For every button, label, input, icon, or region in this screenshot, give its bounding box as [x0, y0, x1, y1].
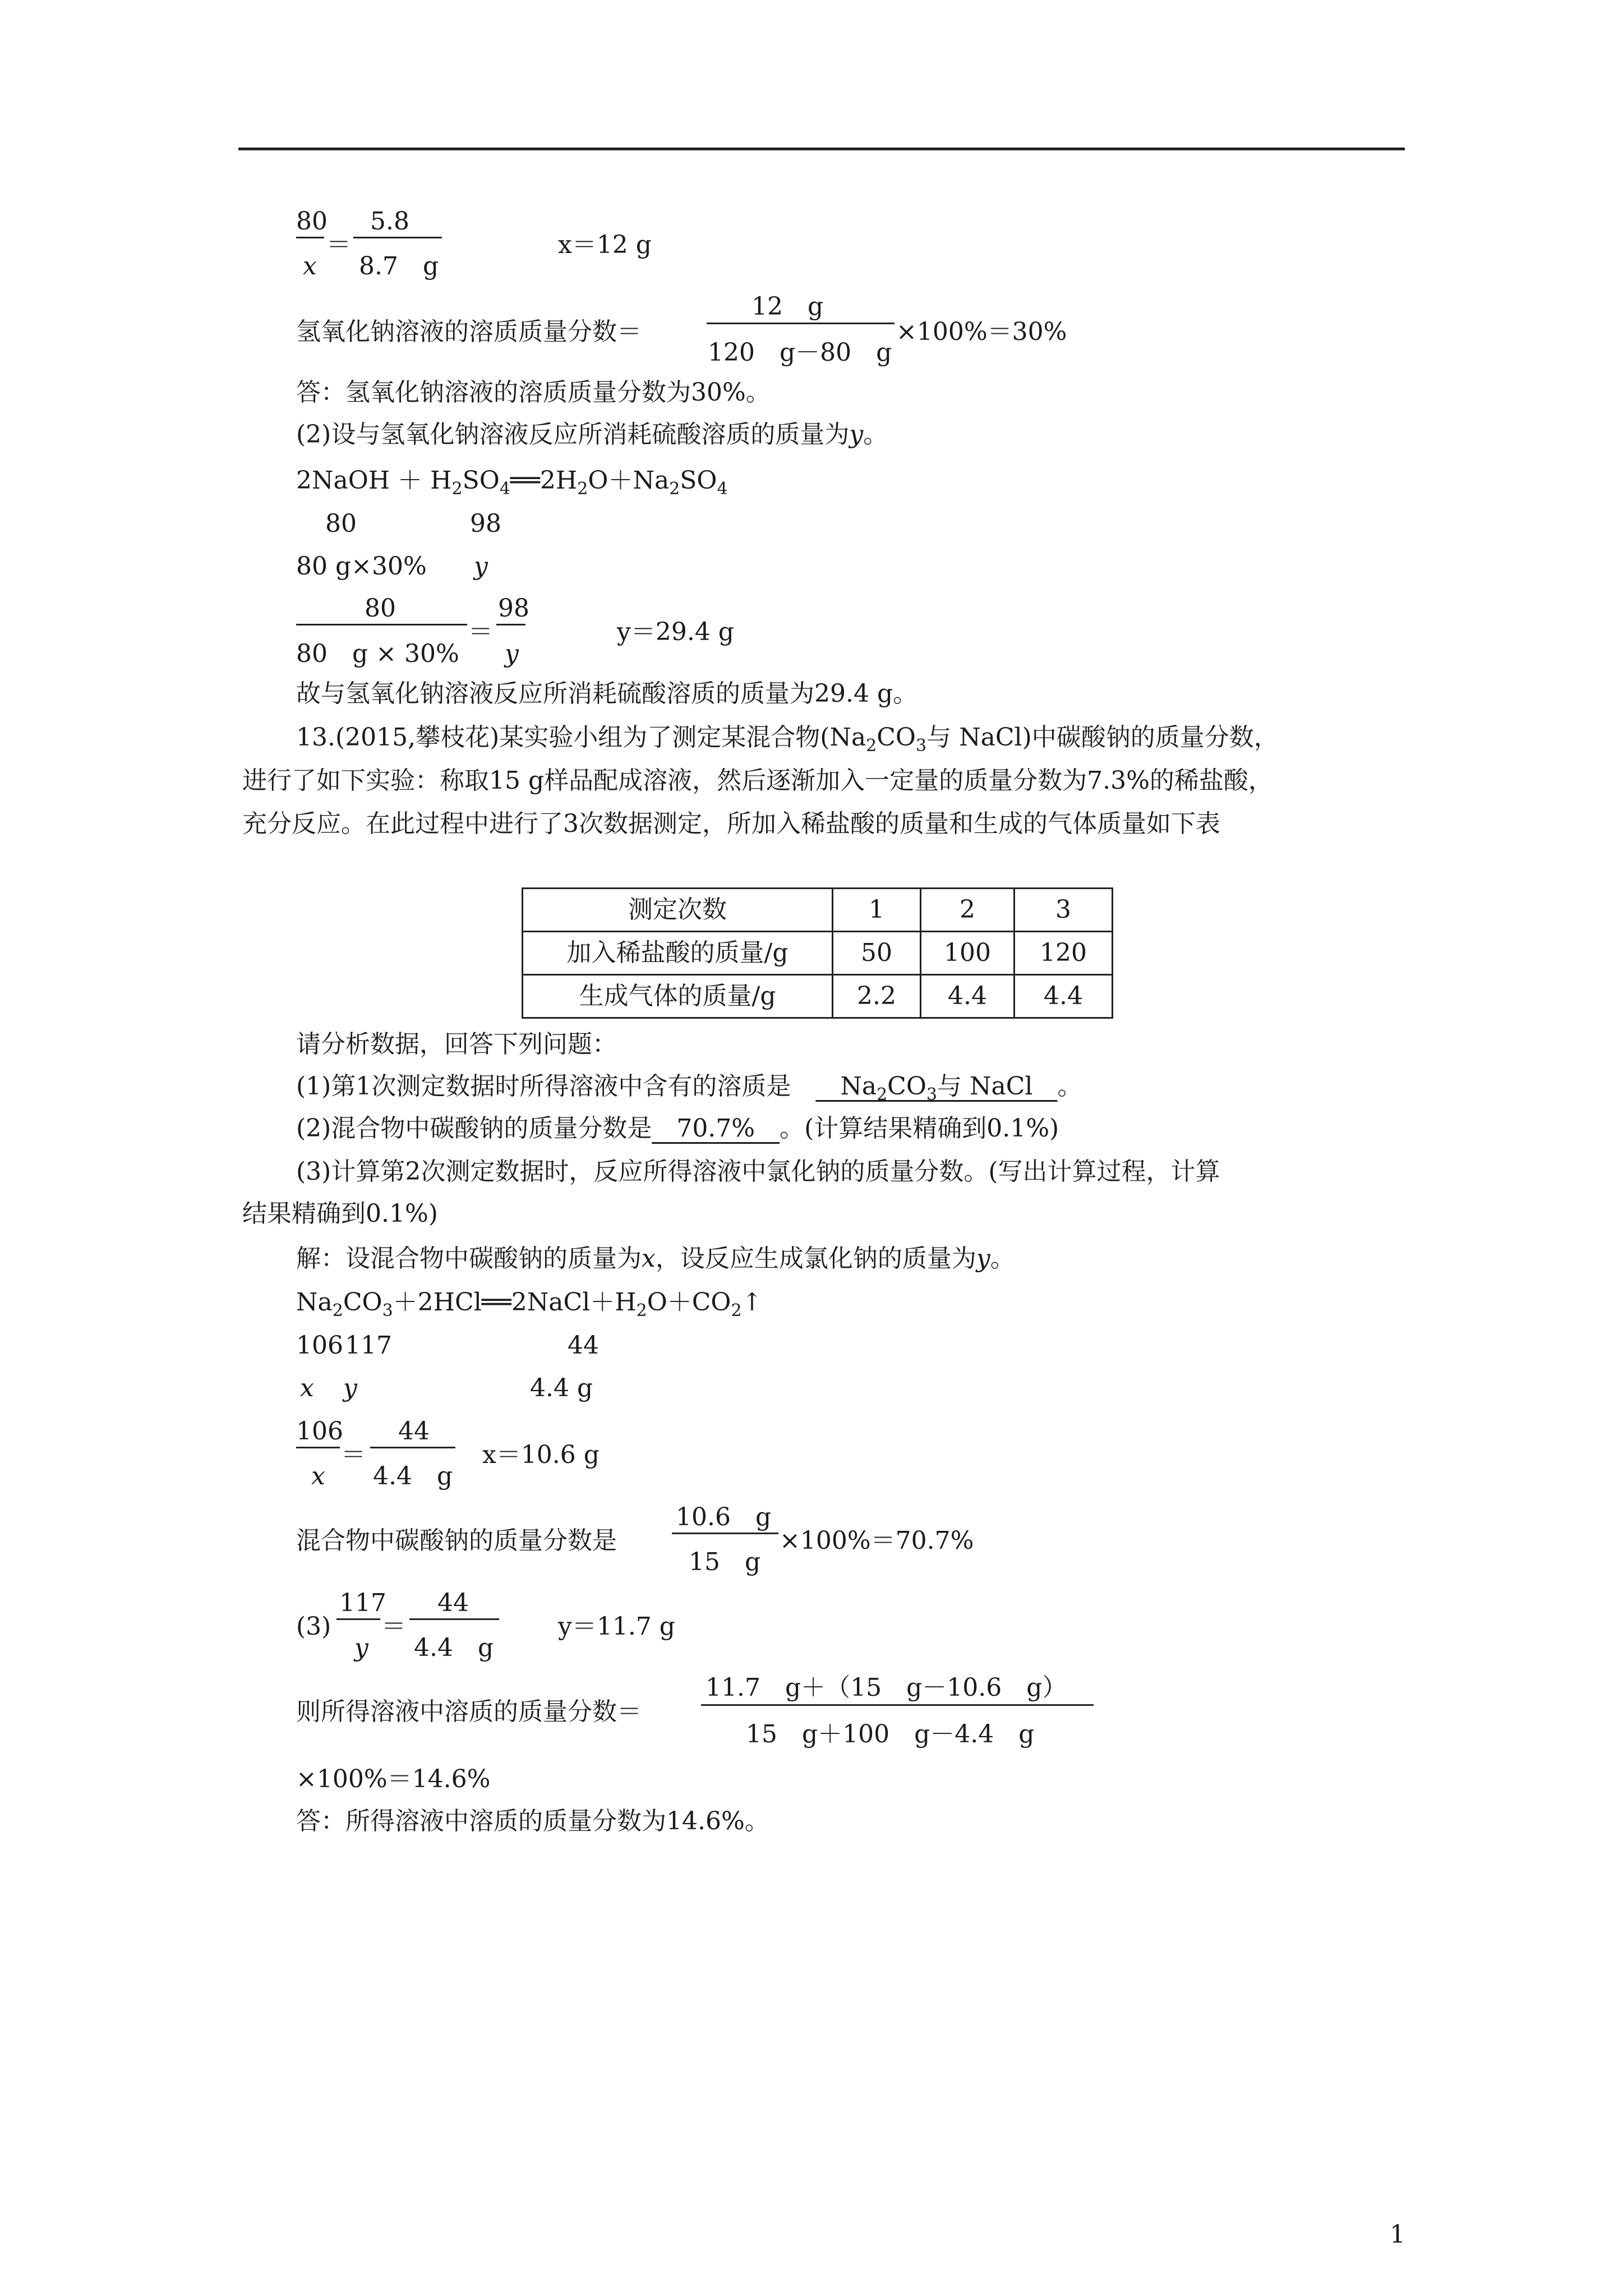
fraction-denominator: 15 g＋100 g－4.4 g — [746, 1720, 1035, 1749]
fraction-numerator: 98 — [498, 594, 529, 623]
fraction-numerator: 117 — [339, 1589, 386, 1617]
chemical-equation: 2NaOH ＋ $H_2SO_4══2H_2O+Na_2SO_4$ — [296, 466, 728, 499]
equals-sign: ＝ — [468, 618, 493, 646]
mass-variable: y — [474, 552, 488, 581]
table-header-cell: 1 — [833, 889, 921, 932]
fraction-bar — [672, 1533, 778, 1534]
fraction-bar — [701, 1704, 1094, 1706]
mass-variable: x — [300, 1374, 314, 1402]
result-y: y＝29.4 g — [617, 618, 734, 646]
fraction-denominator: 8.7 g — [359, 252, 439, 280]
mass-value: 80 g×30% — [296, 552, 427, 581]
fraction-denominator: x — [311, 1462, 325, 1490]
question-13-sub-2: (2)混合物中碳酸钠的质量分数是 70.7% 。(计算结果精确到0.1%) — [296, 1114, 1059, 1143]
fraction-denominator: y — [354, 1634, 368, 1662]
mass-variable: y — [343, 1374, 357, 1402]
header-rule — [238, 148, 1405, 150]
percent-result: ×100%＝30% — [896, 318, 1067, 346]
prompt-line: 请分析数据，回答下列问题： — [296, 1030, 617, 1059]
fraction-numerator: 44 — [398, 1417, 430, 1446]
percent-result: ×100%＝70.7% — [780, 1526, 974, 1555]
fraction-numerator: 5.8 — [370, 207, 409, 236]
fraction-denominator: 80 g × 30% — [296, 639, 459, 668]
part3-label: (3) — [296, 1612, 331, 1641]
question-13-sub-1: (1)第1次测定数据时所得溶液中含有的溶质是 $Na_2CO_3$与 NaCl 。 — [296, 1072, 1082, 1105]
table-header-cell: 3 — [1015, 889, 1113, 932]
answer-line: 答：氢氧化钠溶液的溶质质量分数为30%。 — [296, 378, 771, 407]
question-13-line-3: 充分反应。在此过程中进行了3次数据测定，所加入稀盐酸的质量和生成的气体质量如下表 — [242, 809, 1220, 838]
final-fraction-label: 则所得溶液中溶质的质量分数＝ — [296, 1697, 642, 1726]
ratio-value: 117 — [345, 1331, 392, 1360]
result-x: x＝10.6 g — [482, 1441, 600, 1469]
fraction-numerator: 106 — [296, 1417, 343, 1446]
table-cell: 50 — [833, 932, 921, 975]
question-13-sub-3-cont: 结果精确到0.1%) — [242, 1199, 438, 1228]
table-cell: 100 — [921, 932, 1015, 975]
fraction-numerator: 44 — [437, 1589, 469, 1617]
table-header-cell: 测定次数 — [523, 889, 833, 932]
fraction-bar — [336, 1618, 380, 1620]
result-x: x＝12 g — [558, 231, 652, 259]
question-13-sub-3: (3)计算第2次测定数据时，反应所得溶液中氯化钠的质量分数。(写出计算过程，计算 — [296, 1157, 1220, 1186]
ratio-value: 80 — [325, 509, 357, 538]
table-cell: 生成气体的质量/g — [523, 975, 833, 1018]
table-header-cell: 2 — [921, 889, 1015, 932]
fraction-denominator: 120 g－80 g — [708, 338, 892, 367]
fraction-numerator: 12 g — [751, 292, 824, 321]
conclusion-line: 故与氢氧化钠溶液反应所消耗硫酸溶质的质量为29.4 g。 — [296, 679, 918, 708]
part2-intro: (2)设与氢氧化钠溶液反应所消耗硫酸溶质的质量为y。 — [296, 420, 888, 449]
fraction-line-label: 混合物中碳酸钠的质量分数是 — [296, 1526, 617, 1555]
fraction-bar — [353, 237, 442, 238]
fraction-numerator: 11.7 g＋（15 g－10.6 g） — [706, 1673, 1067, 1702]
question-13-line-2: 进行了如下实验：称取15 g样品配成溶液，然后逐渐加入一定量的质量分数为7.3%的稀盐酸， — [242, 766, 1273, 795]
fraction-denominator: 15 g — [689, 1548, 761, 1576]
table-cell: 4.4 — [1015, 975, 1113, 1018]
question-13-line-1: 13.(2015,攀枝花)某实验小组为了测定某混合物($Na_2CO_3$与 NaCl)中碳酸钠的质量分数， — [296, 723, 1279, 756]
fraction-denominator: 4.4 g — [373, 1462, 453, 1490]
percent-result: ×100%＝14.6% — [296, 1765, 491, 1793]
table-cell: 2.2 — [833, 975, 921, 1018]
table-cell: 120 — [1015, 932, 1113, 975]
equals-sign: ＝ — [381, 1612, 406, 1641]
data-table — [522, 887, 1113, 1019]
ratio-value: 106 — [296, 1331, 343, 1360]
result-y: y＝11.7 g — [558, 1612, 675, 1641]
fraction-bar — [296, 1447, 340, 1448]
fraction-denominator: 4.4 g — [414, 1634, 494, 1662]
fraction-numerator: 80 — [296, 207, 328, 236]
fraction-bar — [296, 237, 324, 238]
table-cell: 加入稀盐酸的质量/g — [523, 932, 833, 975]
fraction-denominator: y — [505, 639, 519, 668]
mass-value: 4.4 g — [530, 1374, 593, 1402]
fraction-numerator: 80 — [365, 594, 396, 623]
naoh-fraction-label: 氢氧化钠溶液的溶质质量分数＝ — [296, 318, 642, 346]
fraction-numerator: 10.6 g — [676, 1503, 772, 1531]
table-row — [523, 975, 1113, 1018]
fraction-denominator: x — [303, 252, 317, 280]
equals-sign: ＝ — [326, 231, 351, 259]
ratio-value: 98 — [470, 509, 501, 538]
fraction-bar — [296, 624, 467, 625]
equals-sign: ＝ — [341, 1441, 366, 1469]
solution-intro: 解：设混合物中碳酸钠的质量为x，设反应生成氯化钠的质量为y。 — [296, 1244, 1015, 1273]
answer-line: 答：所得溶液中溶质的质量分数为14.6%。 — [296, 1807, 769, 1835]
fraction-bar — [496, 624, 525, 625]
table-row — [523, 932, 1113, 975]
fraction-bar — [370, 1447, 455, 1448]
fraction-bar — [409, 1618, 499, 1620]
table-cell: 4.4 — [921, 975, 1015, 1018]
page-number: 1 — [1390, 2220, 1405, 2249]
ratio-value: 44 — [568, 1331, 599, 1360]
chemical-equation: $Na_2CO_3+2HCl══2NaCl+H_2O+CO_2↑$ — [296, 1288, 763, 1320]
fraction-bar — [707, 323, 895, 324]
table-header-row — [523, 889, 1113, 932]
